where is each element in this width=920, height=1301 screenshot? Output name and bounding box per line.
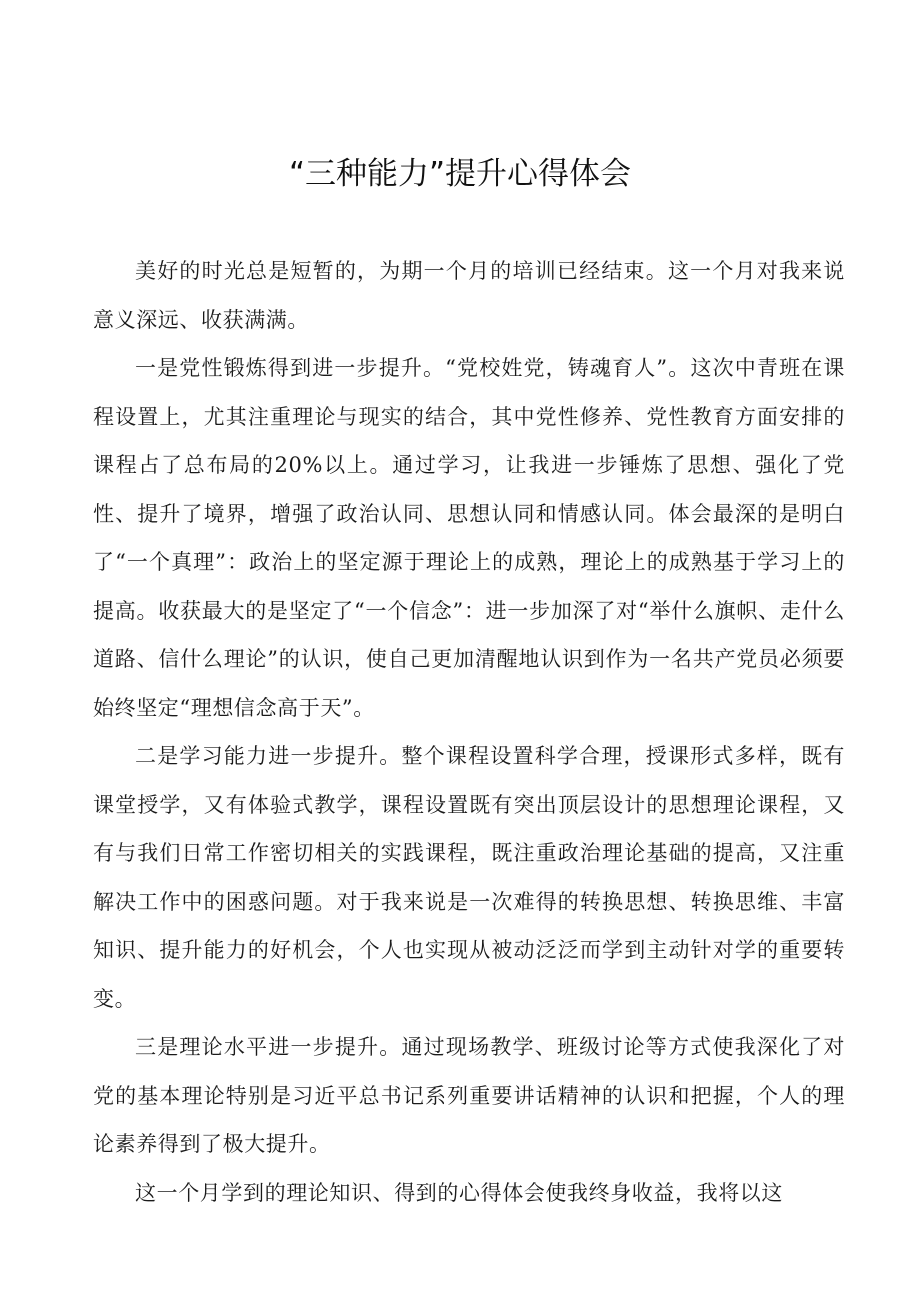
paragraph-theory-level: 三是理论水平进一步提升。通过现场教学、班级讨论等方式使我深化了对党的基本理论特别是习近平总书记系列重要讲话精神的认识和把握，个人的理论素养得到了极大提升。 <box>93 1035 845 1156</box>
document-title: “三种能力”提升心得体会 <box>288 156 632 192</box>
paragraph-party-spirit: 一是党性锻炼得到进一步提升。“党校姓党，铸魂育人”。这次中青班在课程设置上，尤其注重理论与现实的结合，其中党性修养、党性教育方面安排的课程占了总布局的20%以上。通过学习，让我进一步锤炼了思想、强化了党性、提升了境界，增强了政治认同、思想认同和情感认同。体会最深的是明白了“一个真理”：政治上的坚定源于理论上的成熟，理论上的成熟基于学习上的提高。收获最大的是坚定了“一个信念”：进一步加深了对“举什么旗帜、走什么道路、信什么理论”的认识，使自己更加清醒地认识到作为一名共产党员必须要始终坚定“理想信念高于天”。 <box>93 356 845 720</box>
paragraph-learning-ability: 二是学习能力进一步提升。整个课程设置科学合理，授课形式多样，既有课堂授学，又有体验式教学，课程设置既有突出顶层设计的思想理论课程，又有与我们日常工作密切相关的实践课程，既注重政治理论基础的提高，又注重解决工作中的困惑问题。对于我来说是一次难得的转换思想、转换思维、丰富知识、提升能力的好机会，个人也实现从被动泛泛而学到主动针对学的重要转变。 <box>93 744 845 1011</box>
paragraph-conclusion: 这一个月学到的理论知识、得到的心得体会使我终身收益，我将以这 <box>135 1180 783 1205</box>
document-body <box>93 247 845 1217</box>
paragraph-intro: 美好的时光总是短暂的，为期一个月的培训已经结束。这一个月对我来说意义深远、收获满满。 <box>93 259 845 332</box>
